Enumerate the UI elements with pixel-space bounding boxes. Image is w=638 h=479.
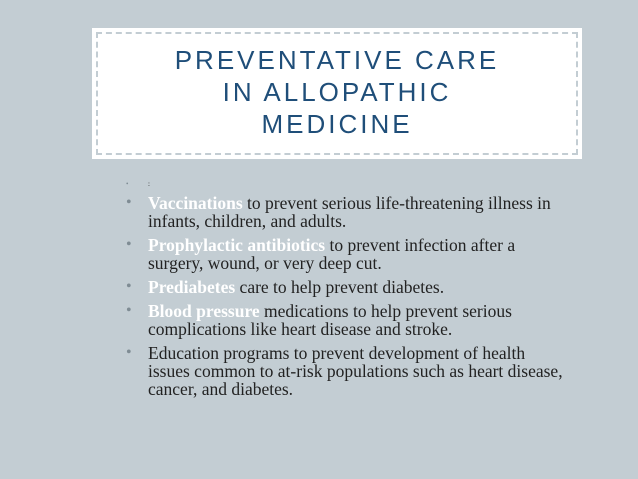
bullet-text: care to help prevent diabetes. (235, 277, 445, 297)
title-line-2: IN ALLOPATHIC (222, 77, 452, 107)
bullet-item (120, 178, 570, 190)
bullet-highlight: Blood pressure (148, 301, 260, 321)
bullet-item (120, 278, 570, 296)
bullet-highlight: Prediabetes (148, 277, 236, 297)
bullet-text: : (148, 180, 150, 188)
title-box (92, 28, 582, 159)
bullet-list (120, 178, 570, 404)
title-line-3: MEDICINE (261, 109, 413, 139)
bullet-highlight: Vaccinations (148, 193, 243, 213)
bullet-item (120, 194, 570, 230)
bullet-item (120, 302, 570, 338)
bullet-item (120, 344, 570, 398)
bullet-text: medications to help prevent serious complications like heart disease and stroke. (148, 301, 512, 339)
bullet-text: to prevent serious life-threatening illness in infants, children, and adults. (148, 193, 551, 231)
bullet-item (120, 236, 570, 272)
bullet-text: to prevent infection after a surgery, wound, or very deep cut. (148, 235, 516, 273)
title-line-1: PREVENTATIVE CARE (174, 45, 500, 75)
slide-title (92, 44, 582, 140)
bullet-text: Education programs to prevent development of health issues common to at-risk populations such as heart disease, cancer, and diabetes. (148, 343, 563, 399)
bullet-highlight: Prophylactic antibiotics (148, 235, 326, 255)
